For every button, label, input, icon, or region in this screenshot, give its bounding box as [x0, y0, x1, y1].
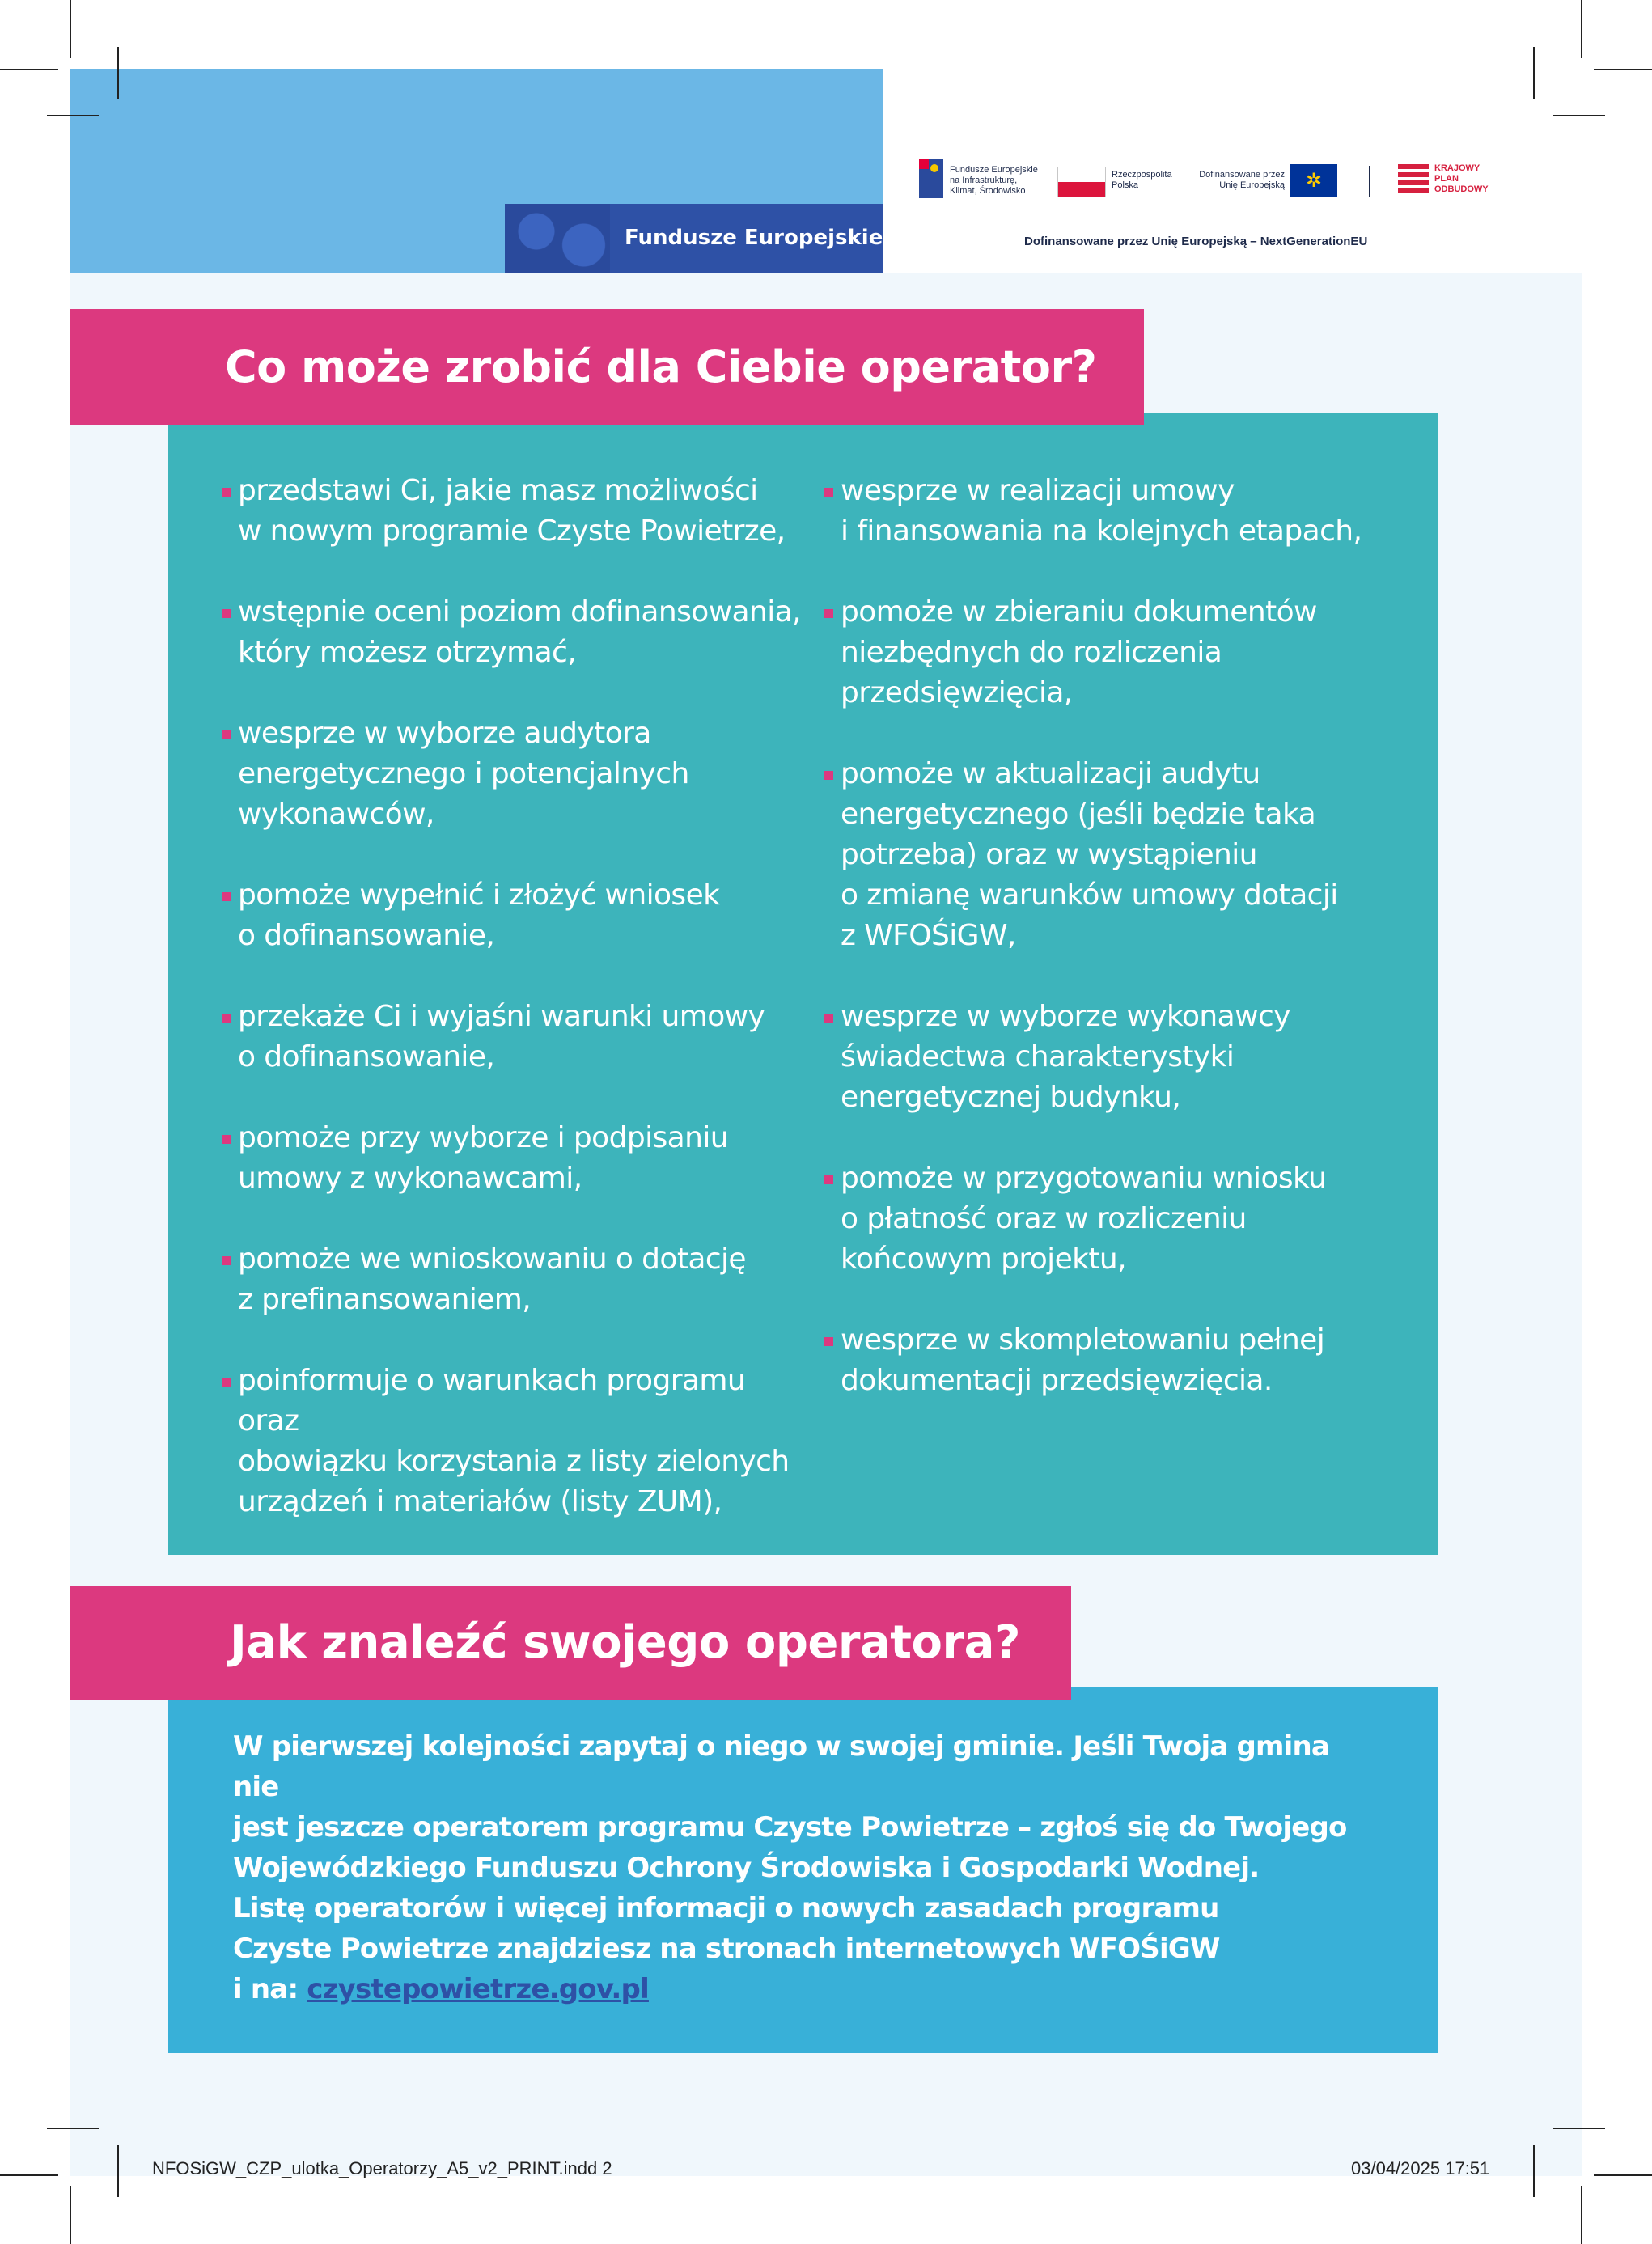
- bullet-icon: [824, 1014, 833, 1023]
- bullet-icon: [222, 1378, 231, 1387]
- logo-separator: [1369, 166, 1370, 197]
- section1-title: Co może zrobić dla Ciebie operator?: [225, 341, 1097, 392]
- operator-task-item: [823, 471, 1405, 552]
- section1-title-banner: [70, 309, 1144, 425]
- bullet-icon: [222, 1256, 231, 1265]
- czystepowietrze-link[interactable]: czystepowietrze.gov.pl: [307, 1973, 649, 2005]
- operator-task-item: [220, 471, 803, 552]
- bullet-icon: [222, 1014, 231, 1023]
- operator-task-text: pomoże w zbieraniu dokumentów niezbędnych do rozliczenia przedsięwzięcia,: [841, 595, 1317, 709]
- crop-mark: [1533, 2145, 1535, 2197]
- operator-task-text: wstępnie oceni poziom dofinansowania, który możesz otrzymać,: [238, 595, 801, 669]
- bullet-icon: [222, 730, 231, 739]
- eu-funding-logo-text: Dofinansowane przez Unię Europejską: [1199, 170, 1285, 190]
- operator-task-item: [220, 875, 803, 956]
- fe-program-logo-icon: [919, 159, 943, 198]
- operator-task-text: pomoże wypełnić i złożyć wniosek o dofinansowanie,: [238, 879, 720, 952]
- crop-mark: [1581, 0, 1582, 58]
- operator-task-text: wesprze w realizacji umowy i finansowania na kolejnych etapach,: [841, 474, 1362, 548]
- eu-stars-graphic: [505, 204, 610, 273]
- crop-mark: [47, 2128, 99, 2129]
- section2-title: Jak znaleźć swojego operatora?: [230, 1616, 1020, 1669]
- crop-mark: [117, 47, 119, 99]
- kpo-logo-text: KRAJOWY PLAN ODBUDOWY: [1434, 163, 1489, 194]
- operator-task-text: pomoże w przygotowaniu wniosku o płatność oraz w rozliczeniu końcowym projektu,: [841, 1162, 1327, 1276]
- operator-task-item: [823, 1158, 1405, 1280]
- fundusze-europejskie-badge: [505, 204, 883, 273]
- operator-task-item: [220, 1118, 803, 1199]
- operator-tasks-left-list: [220, 471, 803, 1563]
- find-operator-paragraph-2: [233, 1888, 1366, 2009]
- operator-task-text: pomoże w aktualizacji audytu energetycznego (jeśli będzie taka potrzeba) oraz w wystąpieniu o zmianę warunków umowy dotacji z WFOŚiGW,: [841, 757, 1338, 952]
- crop-mark: [47, 115, 99, 116]
- crop-mark: [70, 2186, 71, 2244]
- crop-mark: [117, 2145, 119, 2197]
- operator-task-item: [220, 1239, 803, 1320]
- bullet-icon: [222, 488, 231, 497]
- crop-mark: [70, 0, 71, 58]
- find-operator-paragraph-2-text: Listę operatorów i więcej informacji o nowych zasadach programu Czyste Powietrze znajdziesz na stronach internetowych WFOŚiGW i na:: [233, 1892, 1220, 2005]
- crop-mark: [0, 2174, 58, 2176]
- bullet-icon: [824, 488, 833, 497]
- section2-title-banner: [70, 1586, 1071, 1700]
- operator-task-item: [220, 1361, 803, 1522]
- operator-task-text: przedstawi Ci, jakie masz możliwości w nowym programie Czyste Powietrze,: [238, 474, 786, 548]
- operator-task-text: poinformuje o warunkach programu oraz obowiązku korzystania z listy zielonych urządzeń i materiałów (listy ZUM),: [238, 1364, 790, 1518]
- operator-task-text: pomoże przy wyborze i podpisaniu umowy z wykonawcami,: [238, 1121, 728, 1195]
- operator-task-item: [823, 754, 1405, 956]
- bullet-icon: [222, 609, 231, 618]
- operator-task-item: [823, 1320, 1405, 1401]
- operator-task-item: [823, 592, 1405, 713]
- operator-task-text: pomoże we wnioskowaniu o dotację z prefinansowaniem,: [238, 1243, 746, 1316]
- operator-task-item: [220, 713, 803, 835]
- bullet-icon: [222, 1135, 231, 1144]
- operator-task-item: [220, 997, 803, 1078]
- crop-mark: [1594, 2174, 1652, 2176]
- eu-flag-icon: ✲: [1290, 164, 1337, 197]
- crop-mark: [0, 69, 58, 70]
- crop-mark: [1594, 69, 1652, 70]
- find-operator-paragraph-1: W pierwszej kolejności zapytaj o niego w swojej gminie. Jeśli Twoja gmina nie jest jeszcze operatorem programu Czyste Powietrze – zgłoś się do Twojego Wojewódzkiego Funduszu Ochrony Środowiska i Gospodarki Wodnej.: [233, 1730, 1347, 1884]
- operator-task-item: [823, 997, 1405, 1118]
- fundusze-europejskie-label: Fundusze Europejskie: [625, 226, 883, 250]
- bullet-icon: [824, 1337, 833, 1346]
- crop-mark: [1581, 2186, 1582, 2244]
- operator-task-text: wesprze w wyborze audytora energetycznego i potencjalnych wykonawców,: [238, 717, 689, 831]
- print-date: 03/04/2025 17:51: [1351, 2158, 1490, 2178]
- operator-task-item: [220, 592, 803, 673]
- crop-mark: [1553, 2128, 1605, 2129]
- bullet-icon: [824, 771, 833, 780]
- operator-tasks-right-list: [823, 471, 1405, 1442]
- crop-mark: [1553, 115, 1605, 116]
- operator-task-text: wesprze w skompletowaniu pełnej dokumentacji przedsięwzięcia.: [841, 1323, 1325, 1397]
- bullet-icon: [824, 609, 833, 618]
- operator-task-text: przekaże Ci i wyjaśni warunki umowy o dofinansowanie,: [238, 1000, 765, 1073]
- bullet-icon: [824, 1175, 833, 1184]
- kpo-logo-icon: [1398, 164, 1429, 197]
- crop-mark: [1533, 47, 1535, 99]
- print-filename: NFOSiGW_CZP_ulotka_Operatorzy_A5_v2_PRINT.indd 2: [152, 2158, 612, 2178]
- bullet-icon: [222, 892, 231, 901]
- rzeczpospolita-logo-text: Rzeczpospolita Polska: [1112, 170, 1172, 190]
- operator-task-text: wesprze w wyborze wykonawcy świadectwa charakterystyki energetycznej budynku,: [841, 1000, 1290, 1114]
- nextgenerationeu-caption: Dofinansowane przez Unię Europejską – NextGenerationEU: [1024, 235, 1368, 248]
- fe-program-logo-text: Fundusze Europejskie na Infrastrukturę, Klimat, Środowisko: [950, 165, 1038, 196]
- poland-flag-icon: [1057, 167, 1106, 197]
